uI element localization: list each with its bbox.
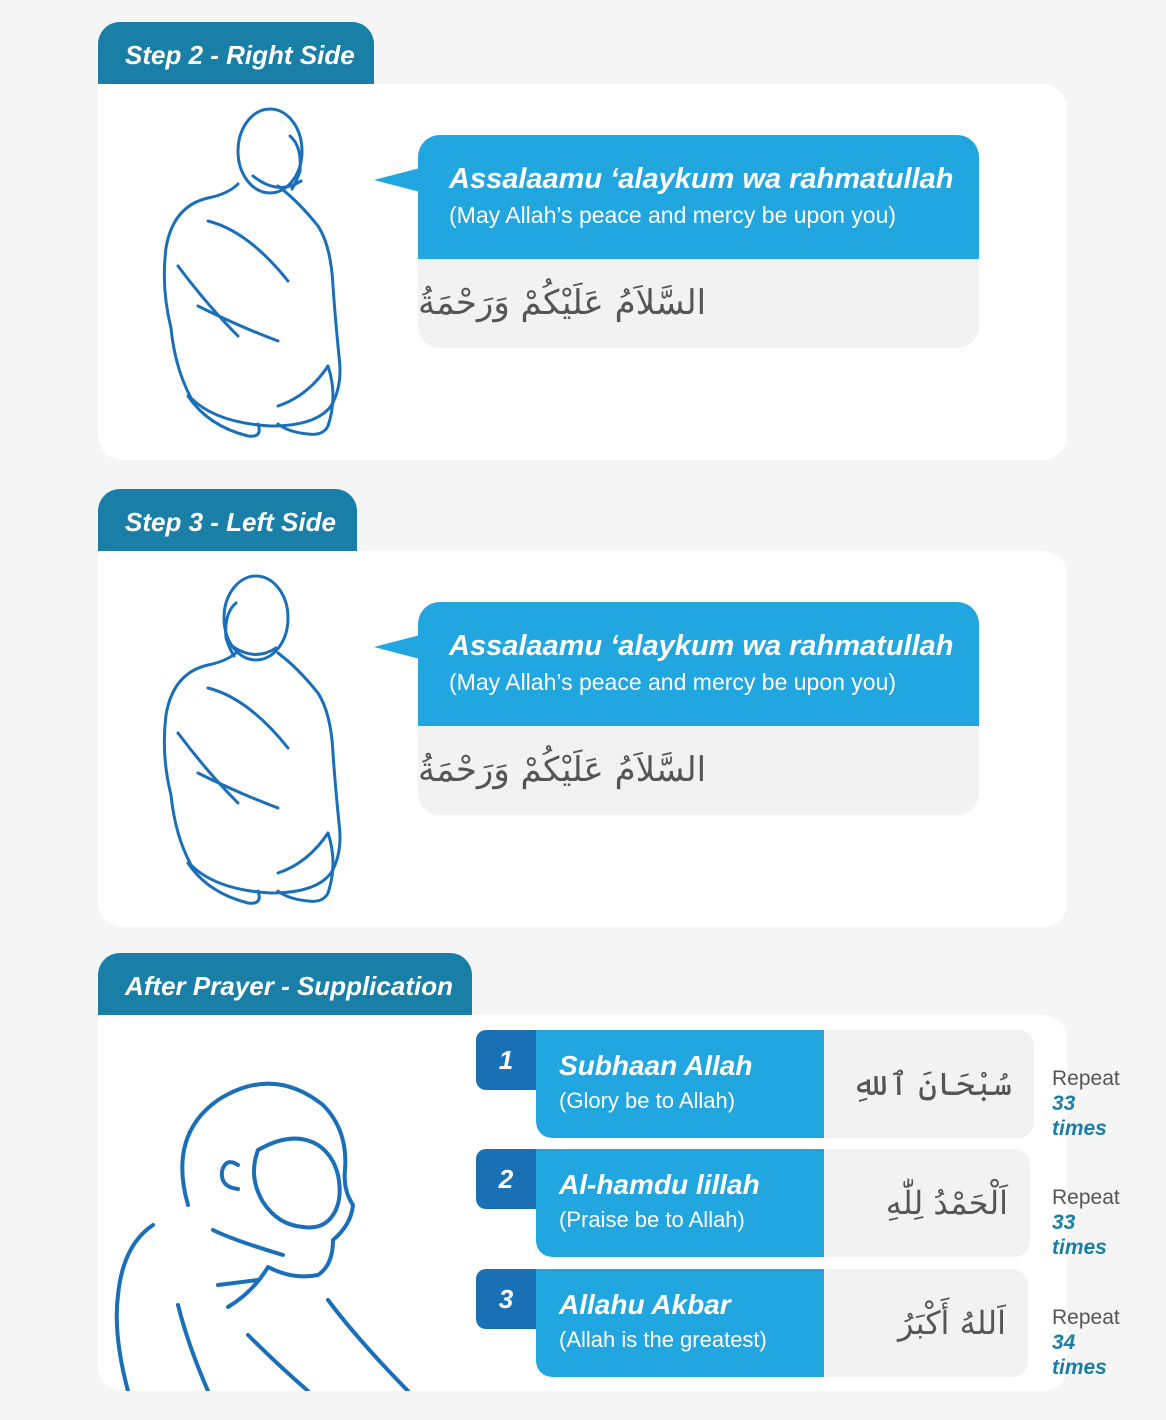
step2-tab-label: Step 2 - Right Side (125, 40, 355, 70)
supplication-subtitle: (Allah is the greatest) (559, 1327, 767, 1352)
repeat-count (1052, 1305, 1136, 1380)
step3-title: Assalaamu ‘alaykum wa rahmatullah (449, 630, 954, 662)
supplication-box (536, 1269, 1028, 1377)
step-number-badge: 3 (476, 1269, 536, 1329)
supplication-box (536, 1030, 1034, 1138)
step2-title: Assalaamu ‘alaykum wa rahmatullah (449, 163, 954, 195)
supplication-arabic: اَلْحَمْدُ لِلّٰهِ (824, 1149, 1030, 1257)
step3-card (98, 551, 1067, 927)
step-number-badge: 1 (476, 1030, 536, 1090)
step3-tab (98, 489, 357, 555)
supplication-row-2 (476, 1149, 1136, 1257)
step-number-badge: 2 (476, 1149, 536, 1209)
kneeling-figure-left-illustration (158, 573, 368, 918)
repeat-label: Repeat (1052, 1306, 1120, 1329)
speech-pointer (374, 635, 420, 659)
supplication-title: Al-hamdu lillah (559, 1169, 760, 1200)
step2-card (98, 84, 1067, 460)
supplication-tab (98, 953, 472, 1019)
supplication-tab-label: After Prayer - Supplication (125, 971, 453, 1001)
step3-bubble (418, 602, 979, 815)
supplication-row-3 (476, 1269, 1136, 1377)
supplication-box (536, 1149, 1030, 1257)
step2-tab (98, 22, 374, 88)
seated-man-profile-illustration (98, 1055, 418, 1391)
step2-arabic: السَّلاَمُ عَلَيْكُمْ وَرَحْمَةُ (418, 259, 979, 348)
supplication-row-1 (476, 1030, 1136, 1138)
speech-pointer (374, 168, 420, 192)
step3-tab-label: Step 3 - Left Side (125, 507, 336, 537)
supplication-label (536, 1269, 824, 1377)
kneeling-figure-right-illustration (158, 106, 368, 451)
step2-subtitle: (May Allah’s peace and mercy be upon you) (449, 202, 897, 228)
step2-bubble-header (418, 135, 979, 259)
step3-arabic: السَّلاَمُ عَلَيْكُمْ وَرَحْمَةُ (418, 726, 979, 815)
repeat-label: Repeat (1052, 1186, 1120, 1209)
repeat-count (1052, 1185, 1136, 1260)
repeat-times: 34 times (1052, 1331, 1107, 1379)
repeat-label: Repeat (1052, 1067, 1120, 1090)
repeat-times: 33 times (1052, 1092, 1107, 1140)
supplication-subtitle: (Praise be to Allah) (559, 1207, 745, 1232)
repeat-count (1052, 1066, 1136, 1141)
supplication-label (536, 1149, 824, 1257)
supplication-label (536, 1030, 824, 1138)
step3-bubble-header (418, 602, 979, 726)
supplication-card (98, 1015, 1120, 1391)
supplication-title: Allahu Akbar (559, 1289, 731, 1320)
supplication-title: Subhaan Allah (559, 1050, 753, 1081)
step2-bubble (418, 135, 979, 348)
supplication-subtitle: (Glory be to Allah) (559, 1088, 736, 1113)
repeat-times: 33 times (1052, 1211, 1107, 1259)
step3-subtitle: (May Allah’s peace and mercy be upon you) (449, 669, 897, 695)
supplication-arabic: سُبْحَانَ ٱللهِ (824, 1030, 1034, 1138)
supplication-arabic: اَللهُ أَكْبَرُ (824, 1269, 1028, 1377)
